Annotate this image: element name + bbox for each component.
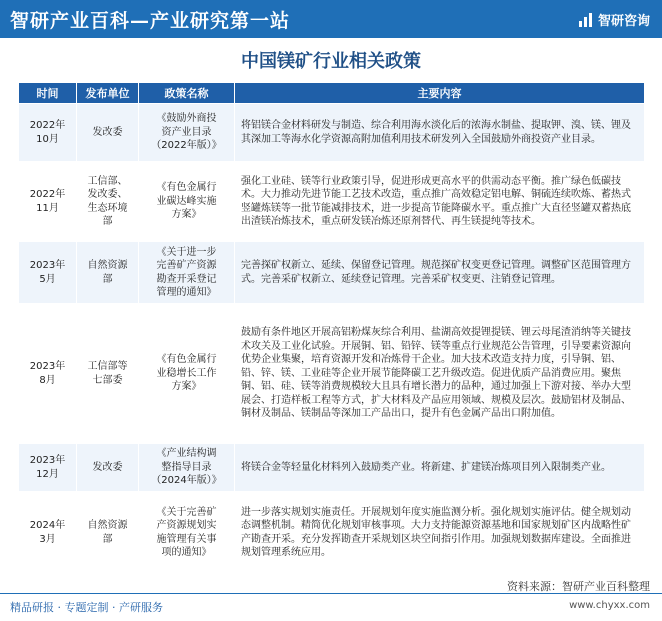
- cell-content: 进一步落实规划实施责任。开展规划年度实施监测分析。强化规划实施评估。健全规划动态调整机制。精简优化规划审核事项。大力支持能源资源基地和国家规划矿区内战略性矿产勘查开采。充分发挥勘查开采规划区块空间指引作用。加强规划数据库建设。全面推进规划管理系统应用。: [235, 492, 645, 574]
- table-header-row: [19, 83, 645, 104]
- cell-content: 鼓励有条件地区开展高铝粉煤灰综合利用、盐湖高效提锂提镁、锂云母尾渣消纳等关键技术攻关及工业化试验。开展铜、铝、铅锌、镁等重点行业规范公告管理，引导要素资源向优势企业集聚，培育资源开发和冶炼骨干企业。加大技术改造支持力度，引导铜、铝、铅、锌、镁、工业硅等企业开展节能降碳工艺升级改造。促进优质产品消费应用。聚焦铜、铝、硅、镁等消费规模较大且具有增长潜力的品种，通过加强上下游对接、举办大型展会、打造样板工程等方式，扩大材料及产品应用领域、规模及层次。鼓励铝材及制品、铜材及制品、镁制品等深加工产品出口，提升有色金属产品出口附加值。: [235, 304, 645, 444]
- cell-policy: 《有色金属行 业碳达峰实施 方案》: [139, 162, 235, 242]
- cell-issuer: 工信部等 七部委: [77, 304, 139, 444]
- table-row: [19, 242, 645, 304]
- cell-time: 2022年 10月: [19, 104, 77, 162]
- header-time: 时间: [19, 83, 77, 104]
- table-row: [19, 444, 645, 492]
- table-row: [19, 492, 645, 574]
- cell-policy: 《产业结构调 整指导目录 （2024年版）》: [139, 444, 235, 492]
- page-title-row: [18, 45, 644, 79]
- cell-time: 2023年 12月: [19, 444, 77, 492]
- cell-issuer: 发改委: [77, 104, 139, 162]
- table-row: [19, 162, 645, 242]
- cell-policy: 《关于完善矿 产资源规划实 施管理有关事 项的通知》: [139, 492, 235, 574]
- header-policy: 政策名称: [139, 83, 235, 104]
- brand-name-link[interactable]: [578, 10, 650, 29]
- cell-issuer: 工信部、 发改委、 生态环境 部: [77, 162, 139, 242]
- cell-time: 2023年 8月: [19, 304, 77, 444]
- cell-time: 2022年 11月: [19, 162, 77, 242]
- cell-content: 强化工业硅、镁等行业政策引导，促进形成更高水平的供需动态平衡。推广绿色低碳技术。大力推动先进节能工艺技术改造，重点推广高效稳定铝电解、铜硫连续吹炼、蓄热式竖罐炼镁等一批节能减排技术，进一步提高节能降碳水平。重点推广大直径竖罐双蓄热底出渣镁冶炼技术，重点研发镁冶炼还原剂替代、再生镁提纯等技术。: [235, 162, 645, 242]
- brand-label: 智研咨询: [597, 14, 650, 29]
- cell-issuer: 自然资源 部: [77, 242, 139, 304]
- cell-issuer: 自然资源 部: [77, 492, 139, 574]
- policy-table: [18, 82, 645, 574]
- cell-content: 将镁合金等轻量化材料列入鼓励类产业。将新建、扩建镁冶炼项目列入限制类产业。: [235, 444, 645, 492]
- top-banner: [0, 0, 662, 38]
- cell-issuer: 发改委: [77, 444, 139, 492]
- table-row: [19, 304, 645, 444]
- cell-policy: 《关于进一步 完善矿产资源 勘查开采登记 管理的通知》: [139, 242, 235, 304]
- cell-content: 完善探矿权新立、延续、保留登记管理。规范探矿权变更登记管理。调整矿区范围管理方式。完善采矿权新立、延续登记管理。完善采矿权变更、注销登记管理。: [235, 242, 645, 304]
- zhiyan-logo-icon: [578, 12, 594, 28]
- cell-policy: 《有色金属行 业稳增长工作 方案》: [139, 304, 235, 444]
- cell-policy: 《鼓励外商投 资产业目录 （2022年版）》: [139, 104, 235, 162]
- website-link[interactable]: www.chyxx.com: [569, 600, 650, 611]
- table-row: [19, 104, 645, 162]
- cell-time: 2024年 3月: [19, 492, 77, 574]
- cell-time: 2023年 5月: [19, 242, 77, 304]
- source-note: 资料来源：智研产业百科整理: [507, 580, 650, 593]
- header-issuer: 发布单位: [77, 83, 139, 104]
- page-title: 中国镁矿行业相关政策: [241, 51, 421, 72]
- services-text: 精品研报 · 专题定制 · 产研服务: [10, 601, 163, 614]
- banner-slogan: 智研产业百科—产业研究第一站: [10, 10, 291, 32]
- cell-content: 将铝镁合金材料研发与制造、综合利用海水淡化后的浓海水制盐、提取钾、溴、镁、锂及其深加工等海水化学资源高附加值利用技术研发列入全国鼓励外商投资产业目录。: [235, 104, 645, 162]
- footer-divider: [0, 593, 662, 594]
- header-content: 主要内容: [235, 83, 645, 104]
